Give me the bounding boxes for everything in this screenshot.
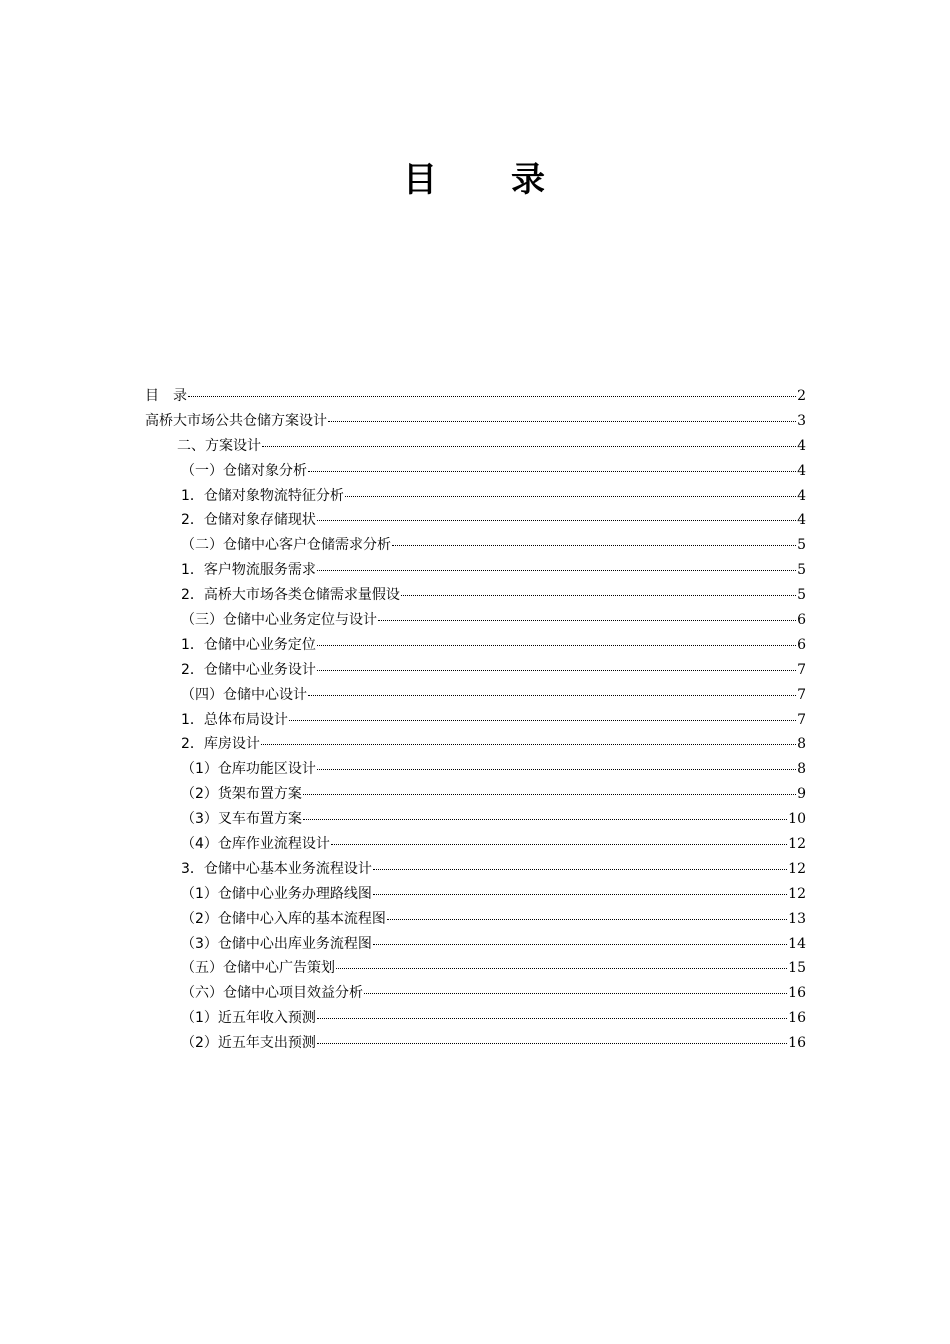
toc-entry-page-number: 15 — [788, 960, 806, 977]
toc-entry[interactable] — [145, 757, 806, 782]
toc-dot-leader — [261, 744, 796, 745]
toc-entry[interactable] — [145, 683, 806, 708]
toc-entry[interactable] — [145, 459, 806, 484]
toc-dot-leader — [401, 595, 796, 596]
toc-entry-label: 1．仓储中心业务定位 — [181, 636, 316, 653]
toc-entry-page-number: 4 — [797, 512, 806, 529]
toc-entry-page-number: 8 — [797, 736, 806, 753]
toc-dot-leader — [317, 570, 796, 571]
toc-entry[interactable] — [145, 932, 806, 957]
toc-entry-page-number: 4 — [797, 462, 806, 479]
toc-entry[interactable] — [145, 633, 806, 658]
toc-entry[interactable] — [145, 882, 806, 907]
toc-entry-page-number: 4 — [797, 487, 806, 504]
toc-entry-label: （2）近五年支出预测 — [181, 1035, 316, 1052]
toc-entry-label: （2）仓储中心入库的基本流程图 — [181, 910, 386, 927]
page-title: 目 录 — [403, 160, 547, 200]
toc-entry-page-number: 6 — [797, 636, 806, 653]
toc-entry-label: 1．客户物流服务需求 — [181, 562, 316, 579]
toc-dot-leader — [336, 968, 787, 969]
toc-entry-label: （4）仓库作业流程设计 — [181, 836, 330, 853]
toc-entry-label: 3．仓储中心基本业务流程设计 — [181, 860, 372, 877]
toc-entry[interactable] — [145, 508, 806, 533]
toc-entry-page-number: 8 — [797, 761, 806, 778]
toc-dot-leader — [387, 919, 787, 920]
toc-dot-leader — [373, 869, 787, 870]
toc-entry-page-number: 7 — [797, 686, 806, 703]
toc-entry-page-number: 13 — [788, 910, 806, 927]
toc-entry-page-number: 3 — [797, 412, 806, 429]
toc-entry[interactable] — [145, 533, 806, 558]
toc-entry[interactable] — [145, 434, 806, 459]
toc-entry-label: 1．总体布局设计 — [181, 711, 288, 728]
toc-entry-page-number: 16 — [788, 1010, 806, 1027]
toc-entry[interactable] — [145, 832, 806, 857]
toc-entry-label: 1．仓储对象物流特征分析 — [181, 487, 344, 504]
toc-dot-leader — [317, 520, 796, 521]
toc-entry-page-number: 5 — [797, 562, 806, 579]
toc-entry-page-number: 2 — [797, 388, 806, 404]
toc-entry-page-number: 9 — [797, 786, 806, 803]
toc-entry[interactable] — [145, 956, 806, 981]
toc-entry[interactable] — [145, 1006, 806, 1031]
toc-dot-leader — [317, 769, 796, 770]
toc-entry-page-number: 7 — [797, 661, 806, 678]
toc-entry[interactable] — [145, 558, 806, 583]
toc-dot-leader — [364, 993, 787, 994]
toc-entry[interactable] — [145, 1031, 806, 1056]
toc-dot-leader — [303, 819, 787, 820]
toc-dot-leader — [378, 620, 796, 621]
toc-entry-page-number: 4 — [797, 437, 806, 454]
toc-entry-page-number: 5 — [797, 587, 806, 604]
toc-entry-label: （三）仓储中心业务定位与设计 — [181, 612, 377, 629]
toc-entry-page-number: 12 — [788, 885, 806, 902]
toc-dot-leader — [328, 421, 796, 422]
toc-dot-leader — [331, 844, 787, 845]
toc-entry-label: （一）仓储对象分析 — [181, 462, 307, 479]
toc-entry-page-number: 10 — [788, 811, 806, 828]
toc-entry-label: （二）仓储中心客户仓储需求分析 — [181, 537, 391, 554]
toc-entry[interactable] — [145, 907, 806, 932]
toc-dot-leader — [289, 720, 796, 721]
toc-entry-page-number: 16 — [788, 1035, 806, 1052]
toc-entry-label: 2．高桥大市场各类仓储需求量假设 — [181, 587, 400, 604]
toc-dot-leader — [262, 446, 796, 447]
toc-entry[interactable] — [145, 658, 806, 683]
toc-dot-leader — [373, 894, 787, 895]
toc-entry-label: （六）仓储中心项目效益分析 — [181, 985, 363, 1002]
toc-entry-label: （2）货架布置方案 — [181, 786, 302, 803]
toc-entry-label: （3）叉车布置方案 — [181, 811, 302, 828]
toc-entry[interactable] — [145, 732, 806, 757]
toc-dot-leader — [317, 670, 796, 671]
toc-dot-leader — [317, 1018, 787, 1019]
toc-dot-leader — [308, 695, 796, 696]
toc-entry[interactable] — [145, 708, 806, 733]
toc-entry-page-number: 6 — [797, 612, 806, 629]
toc-entry-label: 2．仓储对象存储现状 — [181, 512, 316, 529]
toc-dot-leader — [373, 944, 787, 945]
toc-dot-leader — [345, 496, 796, 497]
toc-entry-page-number: 16 — [788, 985, 806, 1002]
toc-entry-label: （1）仓库功能区设计 — [181, 761, 316, 778]
toc-entry-label: 2．库房设计 — [181, 736, 260, 753]
toc-entry-page-number: 7 — [797, 711, 806, 728]
toc-entry-label: （五）仓储中心广告策划 — [181, 960, 335, 977]
toc-entry-label: （1）近五年收入预测 — [181, 1010, 316, 1027]
toc-dot-leader — [303, 794, 796, 795]
toc-entry[interactable] — [145, 981, 806, 1006]
toc-entry[interactable] — [145, 807, 806, 832]
toc-entry[interactable] — [145, 409, 806, 434]
toc-entry-label: 目 录 — [145, 388, 187, 404]
toc-dot-leader — [392, 545, 796, 546]
toc-dot-leader — [317, 645, 796, 646]
toc-entry-label: 高桥大市场公共仓储方案设计 — [145, 412, 327, 429]
toc-entry[interactable] — [145, 484, 806, 509]
toc-entry-label: （四）仓储中心设计 — [181, 686, 307, 703]
toc-dot-leader — [317, 1043, 787, 1044]
toc-entry-label: 二、方案设计 — [177, 437, 261, 454]
toc-entry[interactable] — [145, 583, 806, 608]
table-of-contents — [145, 384, 806, 1056]
toc-dot-leader — [308, 471, 796, 472]
toc-entry-label: （3）仓储中心出库业务流程图 — [181, 935, 372, 952]
toc-entry-page-number: 12 — [788, 836, 806, 853]
toc-dot-leader — [188, 396, 796, 397]
toc-entry[interactable] — [145, 608, 806, 633]
toc-entry[interactable] — [145, 384, 806, 409]
toc-entry[interactable] — [145, 782, 806, 807]
toc-entry-page-number: 5 — [797, 537, 806, 554]
toc-entry[interactable] — [145, 857, 806, 882]
toc-entry-label: 2．仓储中心业务设计 — [181, 661, 316, 678]
toc-entry-page-number: 14 — [788, 935, 806, 952]
toc-entry-page-number: 12 — [788, 860, 806, 877]
toc-entry-label: （1）仓储中心业务办理路线图 — [181, 885, 372, 902]
